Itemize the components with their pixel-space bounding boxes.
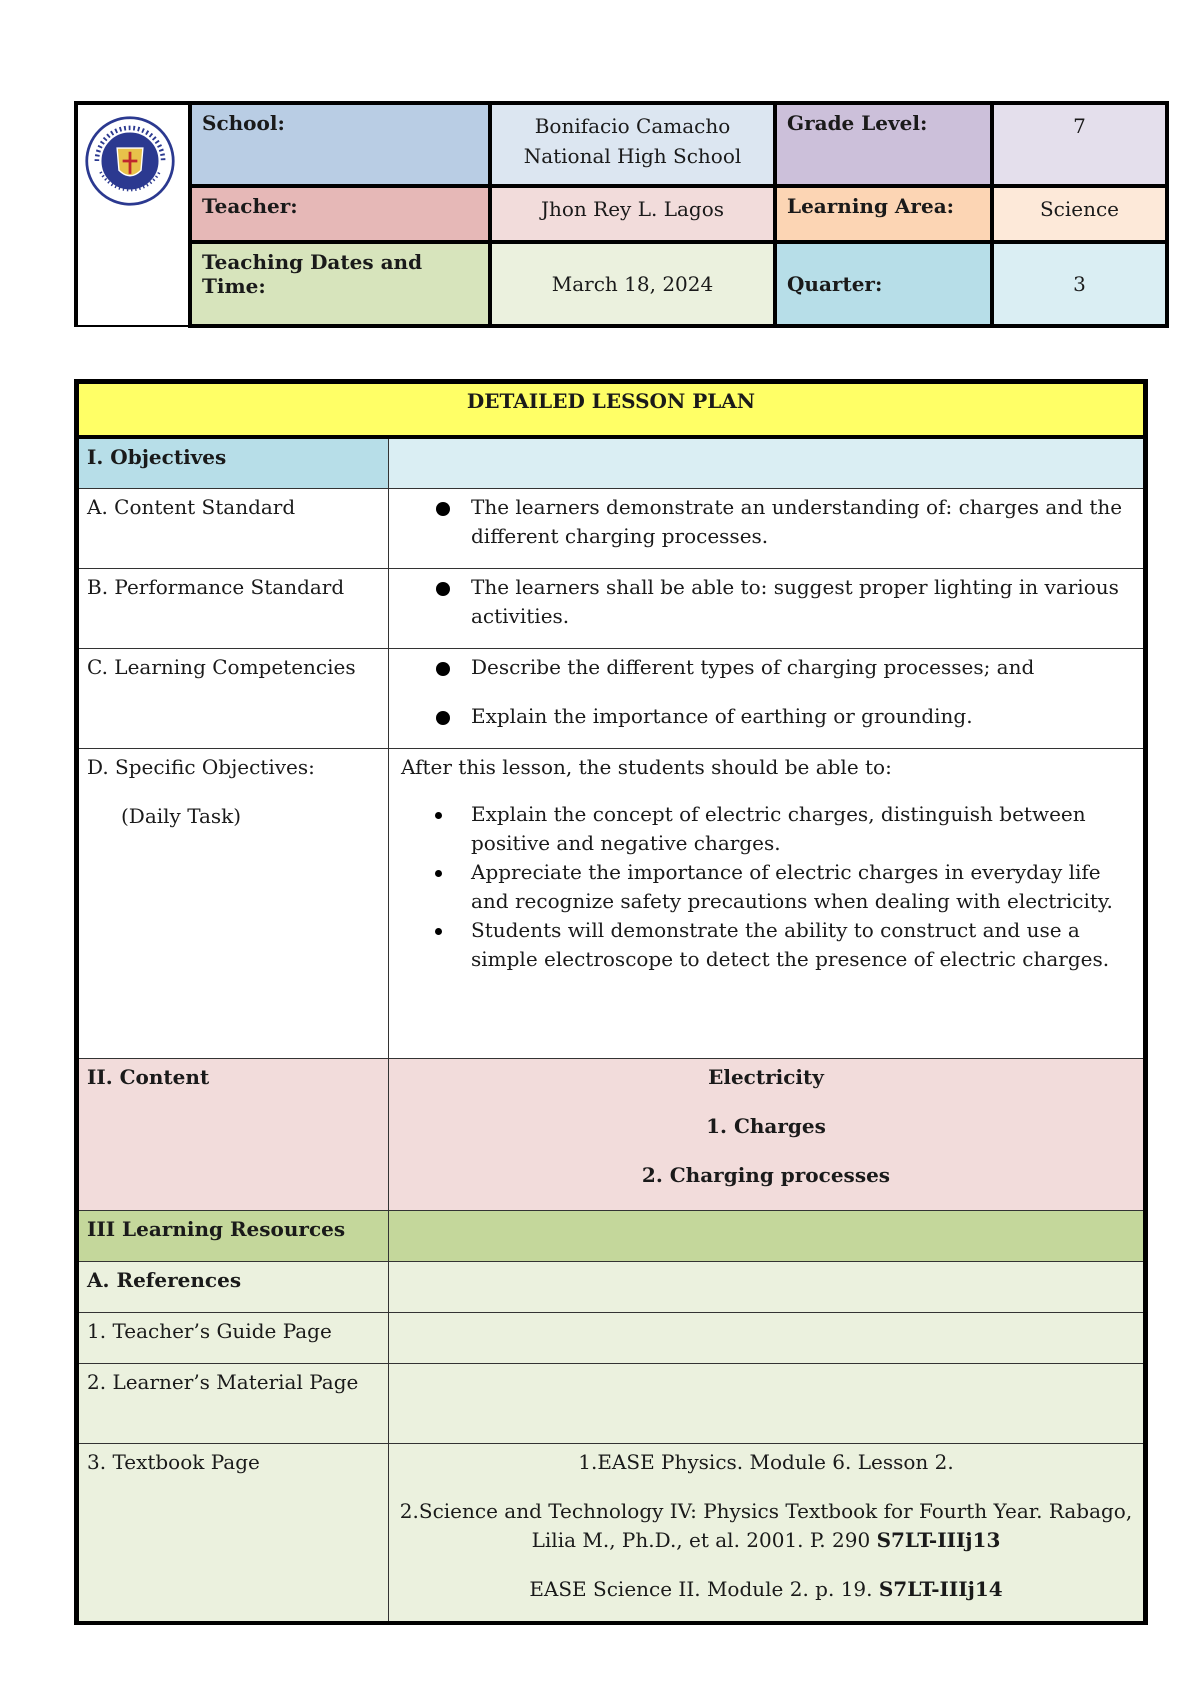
teacher-value: Jhon Rey L. Lagos	[490, 186, 775, 242]
teachers-guide-value	[389, 1312, 1146, 1363]
specific-objectives-label: D. Specific Objectives:	[87, 754, 315, 779]
specific-objectives-label-cell	[77, 748, 389, 1058]
specific-objectives-intro: After this lesson, the students should be able to:	[401, 754, 892, 779]
objectives-value	[389, 437, 1146, 488]
grade-level-value: 7	[992, 103, 1167, 186]
school-label: School:	[190, 103, 490, 186]
competency-item: Describe the different types of charging processes; and	[397, 653, 1135, 682]
learning-competencies-label: C. Learning Competencies	[77, 648, 389, 748]
textbook-reference-2-text: 2.Science and Technology IV: Physics Textbook for Fourth Year. Rabago, Lilia M., Ph.D., et al. 2001. P. 290	[399, 1498, 1133, 1552]
textbook-reference-1: 1.EASE Physics. Module 6. Lesson 2.	[578, 1449, 954, 1474]
teacher-label: Teacher:	[190, 186, 490, 242]
quarter-label: Quarter:	[775, 242, 992, 326]
performance-standard-label: B. Performance Standard	[77, 568, 389, 648]
grade-level-label: Grade Level:	[775, 103, 992, 186]
textbook-reference-3	[397, 1575, 1135, 1604]
performance-standard-text: The learners shall be able to: suggest proper lighting in various activities.	[397, 573, 1135, 631]
deped-seal-logo	[84, 115, 176, 207]
specific-objective-item: Explain the concept of electric charges, distinguish between positive and negative charges.	[397, 800, 1135, 858]
deped-logo-cell	[76, 103, 190, 326]
teaching-dates-value: March 18, 2024	[490, 242, 775, 326]
content-item: 1. Charges	[706, 1113, 826, 1138]
learning-resources-value	[389, 1210, 1146, 1261]
teachers-guide-label: 1. Teacher’s Guide Page	[77, 1312, 389, 1363]
specific-objective-item: Appreciate the importance of electric charges in everyday life and recognize safety precautions when dealing with electricity.	[397, 858, 1135, 916]
teaching-dates-label: Teaching Dates and Time:	[190, 242, 490, 326]
school-value: Bonifacio Camacho National High School	[490, 103, 775, 186]
competency-item: Explain the importance of earthing or grounding.	[397, 702, 1135, 731]
daily-task-label: (Daily Task)	[121, 803, 242, 828]
learning-area-value: Science	[992, 186, 1167, 242]
content-label: II. Content	[77, 1058, 389, 1210]
learners-material-value	[389, 1363, 1146, 1443]
lesson-plan-title: DETAILED LESSON PLAN	[77, 382, 1146, 438]
performance-standard-cell	[389, 568, 1146, 648]
textbook-page-cell	[389, 1443, 1146, 1623]
content-title: Electricity	[708, 1064, 824, 1089]
competency-code: S7LT-IIIj13	[876, 1527, 1001, 1552]
content-item: 2. Charging processes	[641, 1162, 891, 1187]
learning-area-label: Learning Area:	[775, 186, 992, 242]
objectives-label: I. Objectives	[77, 437, 389, 488]
competency-code: S7LT-IIIj14	[878, 1576, 1003, 1601]
textbook-reference-2	[397, 1497, 1135, 1555]
lesson-plan-table	[74, 379, 1148, 1625]
references-value	[389, 1261, 1146, 1312]
learning-competencies-cell	[389, 648, 1146, 748]
specific-objectives-cell	[389, 748, 1146, 1058]
quarter-value: 3	[992, 242, 1167, 326]
learners-material-label: 2. Learner’s Material Page	[77, 1363, 389, 1443]
header-info-table	[74, 101, 1169, 328]
content-cell	[389, 1058, 1146, 1210]
content-standard-cell	[389, 488, 1146, 568]
content-standard-text: The learners demonstrate an understanding of: charges and the different charging processes.	[397, 493, 1135, 551]
specific-objective-item: Students will demonstrate the ability to construct and use a simple electroscope to detect the presence of electric charges.	[397, 916, 1135, 974]
references-label: A. References	[77, 1261, 389, 1312]
learning-resources-label: III Learning Resources	[77, 1210, 389, 1261]
content-standard-label: A. Content Standard	[77, 488, 389, 568]
textbook-reference-3-text: EASE Science II. Module 2. p. 19.	[529, 1576, 873, 1601]
textbook-page-label: 3. Textbook Page	[77, 1443, 389, 1623]
